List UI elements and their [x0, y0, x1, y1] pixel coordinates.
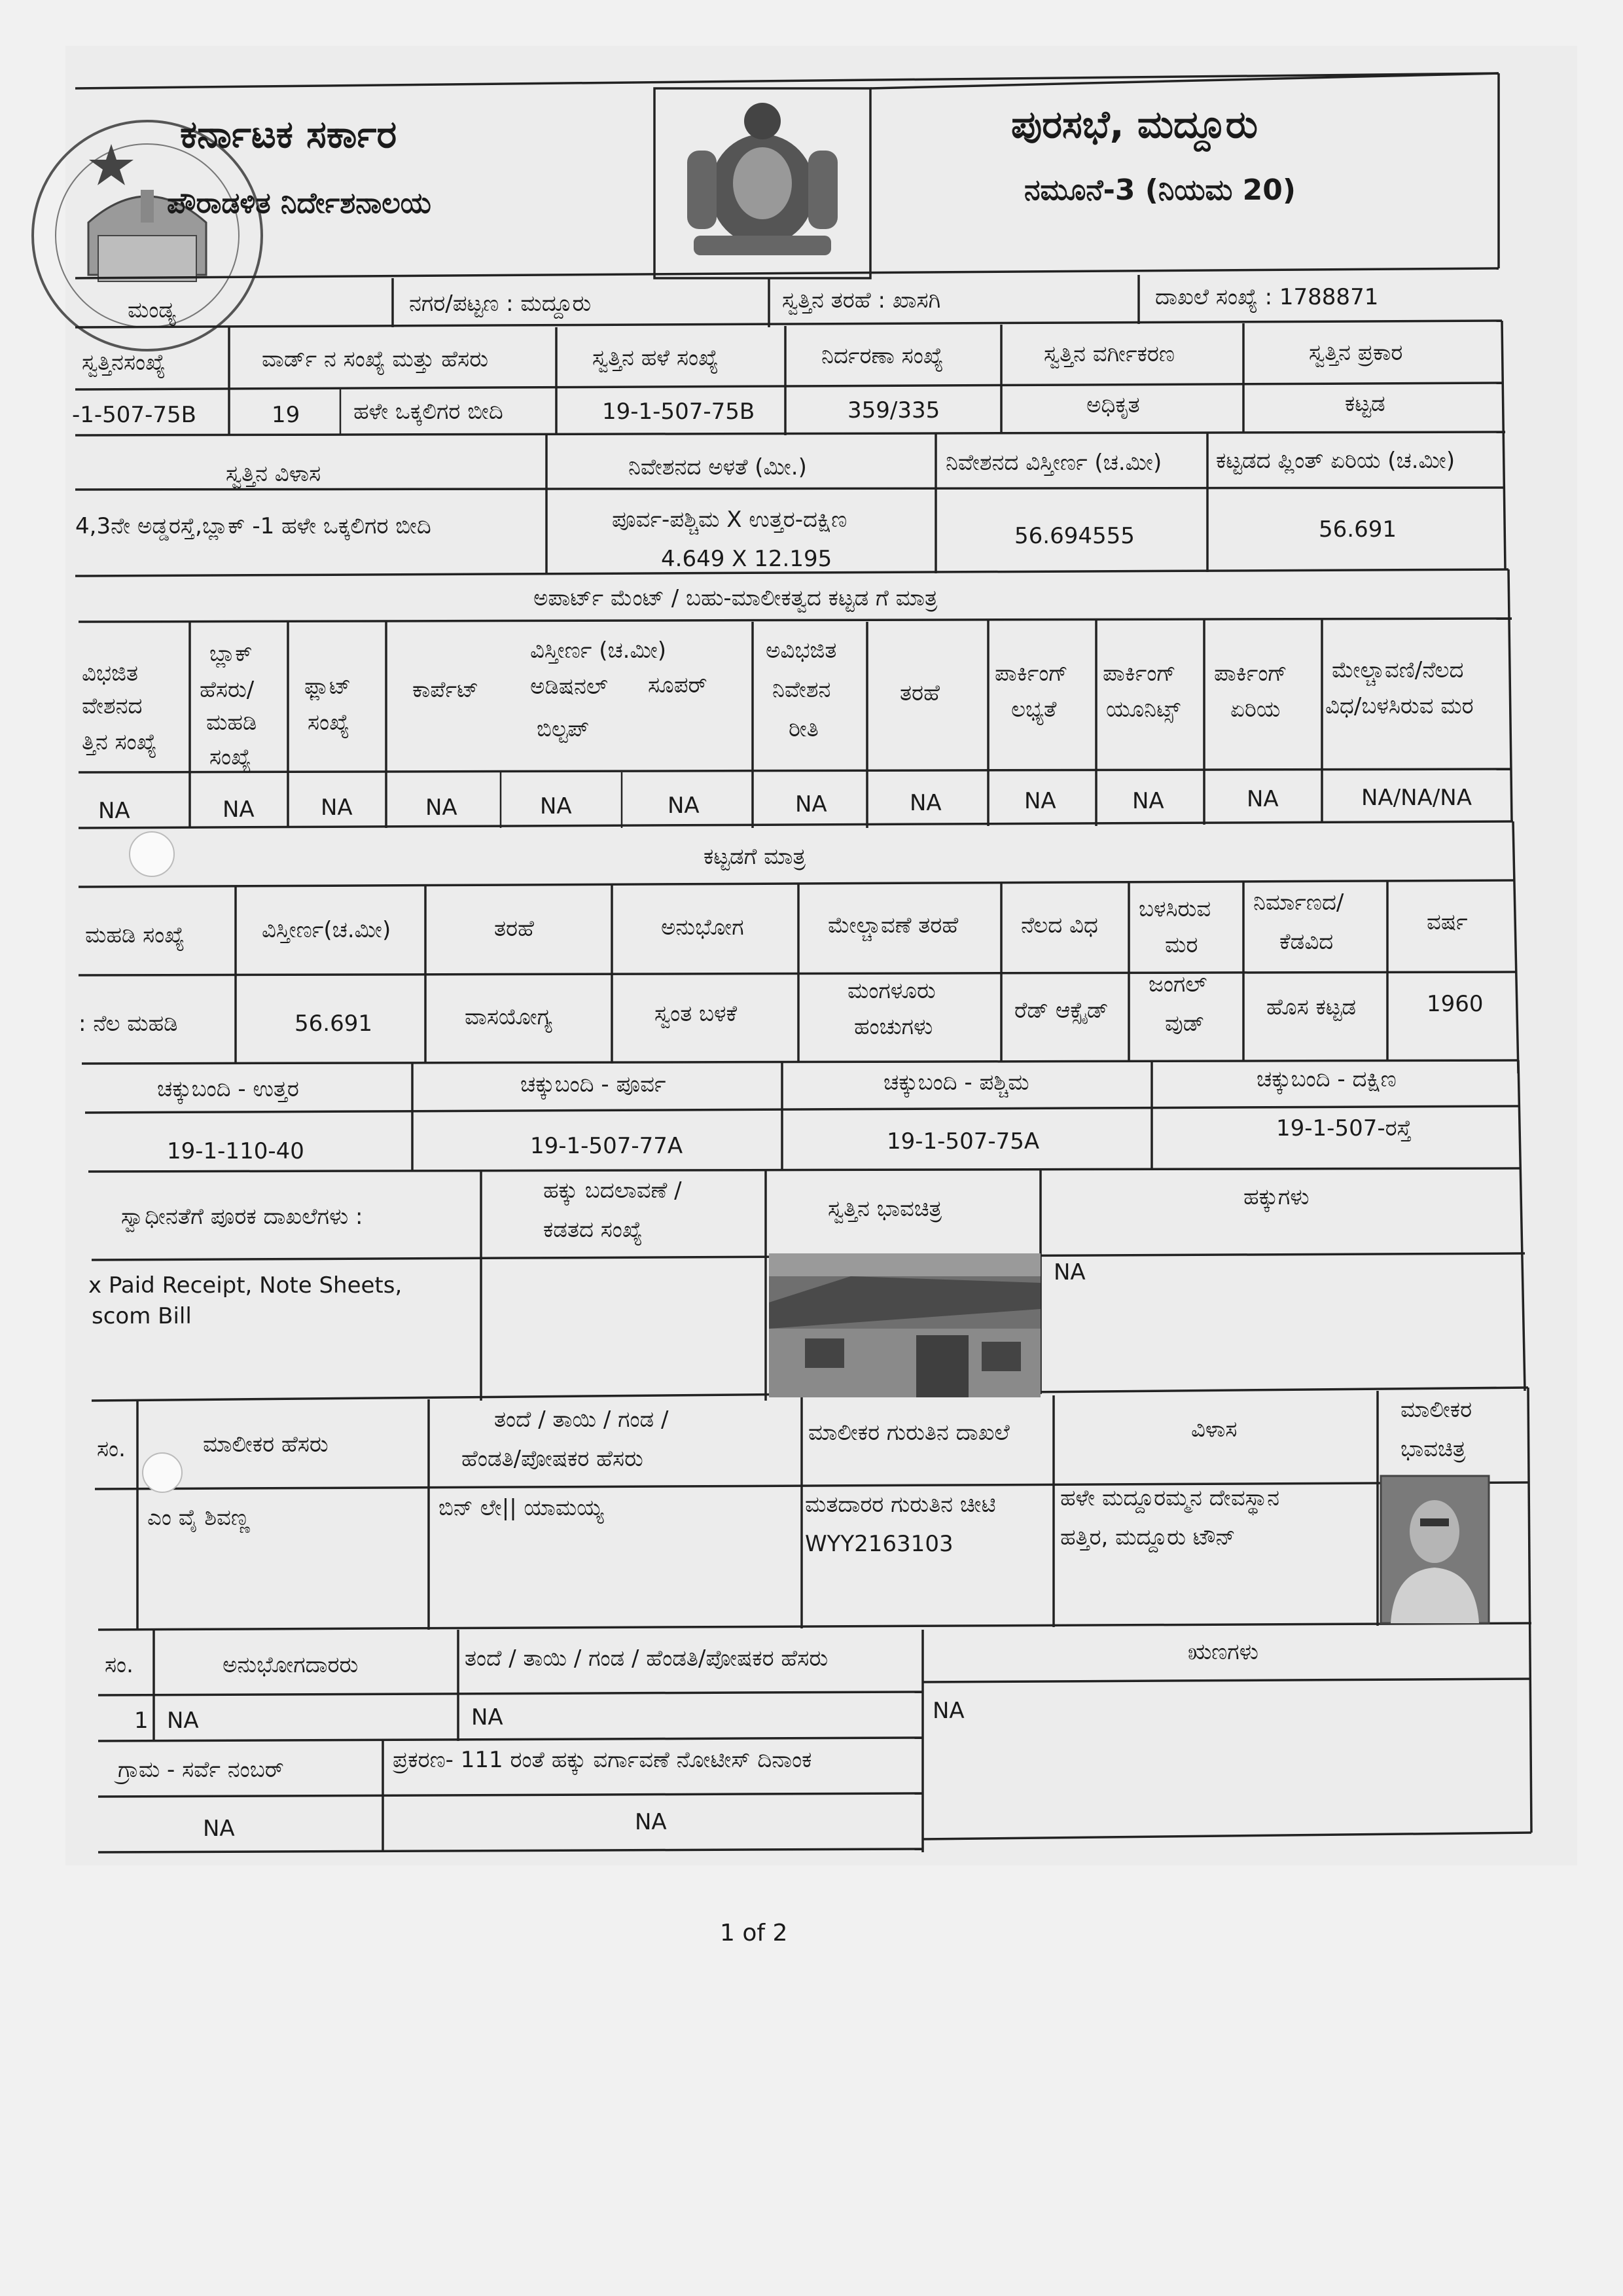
bld-v-type: ವಾಸಯೋಗ್ಯ: [465, 1004, 552, 1030]
occupant-h-no: ಸಂ.: [105, 1652, 134, 1678]
boundary-north: 19-1-110-40: [167, 1138, 304, 1164]
boundary-east-label: ಚಕ್ಕುಬಂದಿ - ಪೂರ್ವ: [520, 1071, 666, 1098]
owner-photo: [1381, 1476, 1489, 1623]
bld-h-year: ವರ್ಷ: [1427, 909, 1468, 935]
apt-h-block-4: ಸಂಖ್ಯೆ: [209, 744, 251, 770]
bld-v-area: 56.691: [294, 1011, 372, 1037]
transfer-header-1: ಹಕ್ಕು ಬದಲಾವಣೆ /: [543, 1177, 682, 1204]
header-address: ಸ್ವತ್ತಿನ ವಿಳಾಸ: [226, 461, 321, 487]
apt-h-share-1: ಅವಿಭಜಿತ: [766, 637, 837, 664]
apt-v-park-area: NA: [1247, 786, 1279, 812]
apt-v-roof: NA/NA/NA: [1361, 785, 1472, 811]
bld-h-type: ತರಹೆ: [494, 916, 534, 942]
record-number-field: ದಾಖಲೆ ಸಂಖ್ಯೆ : 1788871: [1155, 284, 1379, 310]
survey-h-village: ಗ್ರಾಮ - ಸರ್ವೆ ನಂಬರ್: [118, 1757, 284, 1783]
plinth-area-value: 56.691: [1319, 516, 1397, 543]
boundary-north-label: ಚಕ್ಕುಬಂದಿ - ಉತ್ತರ: [157, 1076, 299, 1102]
apt-h-roof-2: ವಿಧ/ಬಳಸಿರುವ ಮರ: [1325, 693, 1474, 719]
property-number: -1-507-75B: [72, 402, 196, 428]
apt-v-super: NA: [668, 793, 700, 819]
bld-h-area: ವಿಸ್ತೀರ್ಣ(ಚ.ಮೀ): [262, 917, 391, 943]
boundary-south-label: ಚಕ್ಕುಬಂದಿ - ದಕ್ಷಿಣ: [1257, 1066, 1397, 1092]
owner-h-id: ಮಾಲೀಕರ ಗುರುತಿನ ದಾಖಲೆ: [808, 1420, 1010, 1446]
occupant-h-relation: ತಂದೆ / ತಾಯಿ / ಗಂಡ / ಹೆಂಡತಿ/ಪೋಷಕರ ಹೆಸರು: [465, 1645, 829, 1672]
property-photo: [769, 1253, 1041, 1397]
bld-v-roof-1: ಮಂಗಳೂರು: [847, 978, 936, 1004]
owner-h-photo-1: ಮಾಲೀಕರ: [1400, 1397, 1472, 1423]
header-ward: ವಾರ್ಡ್ ನ ಸಂಖ್ಯೆ ಮತ್ತು ಹೆಸರು: [262, 346, 488, 372]
occupant-relation: NA: [471, 1704, 503, 1731]
apt-h-park-avail-1: ಪಾರ್ಕಿಂಗ್: [995, 660, 1068, 687]
bld-v-wood-1: ಜಂಗಲ್: [1149, 971, 1207, 997]
owner-id-type: ಮತದಾರರ ಗುರುತಿನ ಚೀಟಿ: [805, 1492, 996, 1518]
apt-v-flat: NA: [321, 795, 353, 821]
rights-value: NA: [1054, 1259, 1086, 1285]
site-dims-value: 4.649 X 12.195: [661, 546, 832, 572]
apt-h-park-avail-2: ಲಭ್ಯತೆ: [1011, 696, 1057, 723]
bld-v-use: ಸ್ವಂತ ಬಳಕೆ: [654, 1001, 738, 1027]
kind-value: ಕಟ್ಟಡ: [1345, 391, 1385, 417]
seal-text: ಮಂಡ್ಯ: [128, 297, 176, 323]
apt-v-type: NA: [910, 790, 942, 816]
owner-h-relation-1: ತಂದೆ / ತಾಯಿ / ಗಂಡ /: [494, 1407, 669, 1433]
page-number: 1 of 2: [720, 1920, 788, 1946]
department-name: ಪೌರಾಡಳಿತ ನಿರ್ದೇಶನಾಲಯ: [167, 187, 431, 220]
bld-v-floor: : ನೆಲ ಮಹಡಿ: [79, 1011, 178, 1037]
owner-id-number: WYY2163103: [805, 1531, 954, 1557]
punch-hole-icon: [143, 1453, 182, 1492]
property-photo-header: ಸ್ವತ್ತಿನ ಭಾವಚಿತ್ರ: [828, 1196, 942, 1222]
liabilities-header: ಋಣಗಳು: [1188, 1639, 1258, 1665]
header-old-number: ಸ್ವತ್ತಿನ ಹಳೆ ಸಂಖ್ಯೆ: [592, 345, 719, 371]
old-property-number: 19-1-507-75B: [602, 399, 755, 425]
govt-name: ಕರ್ನಾಟಕ ಸರ್ಕಾರ: [180, 112, 397, 156]
owner-h-no: ಸಂ.: [97, 1436, 126, 1462]
apt-h-undivided-2: ವೇಶನದ: [82, 693, 143, 719]
building-title: ಕಟ್ಟಡಗೆ ಮಾತ್ರ: [704, 844, 806, 870]
apt-h-block-1: ಬ್ಲಾಕ್: [209, 641, 253, 667]
office-name: ಪುರಸಭೆ, ಮದ್ದೂರು: [1011, 102, 1258, 147]
bld-v-flooring: ರೆಡ್ ಆಕ್ಸೈಡ್: [1014, 997, 1109, 1024]
apt-h-block-2: ಹೆಸರು/: [200, 677, 255, 703]
town-field: ನಗರ/ಪಟ್ಟಣ : ಮದ್ದೂರು: [409, 291, 592, 317]
header-site-dims: ನಿವೇಶನದ ಅಳತೆ (ಮೀ.): [628, 454, 807, 480]
owner-h-address: ವಿಳಾಸ: [1191, 1416, 1238, 1443]
apt-v-park-avail: NA: [1024, 788, 1056, 814]
bld-h-floor: ಮಹಡಿ ಸಂಖ್ಯೆ: [85, 922, 185, 948]
docs-line-1: x Paid Receipt, Note Sheets,: [88, 1272, 402, 1299]
apt-h-block-3: ಮಹಡಿ: [206, 709, 257, 736]
apt-h-super-1: ಸೂಪರ್: [648, 672, 707, 698]
apt-v-park-units: NA: [1132, 788, 1164, 814]
bld-h-use: ಅನುಭೋಗ: [661, 914, 744, 941]
bld-v-wood-2: ವುಡ್: [1165, 1011, 1205, 1037]
apt-h-undivided-3: ತ್ತಿನ ಸಂಖ್ಯೆ: [82, 729, 157, 755]
header-site-area: ನಿವೇಶನದ ವಿಸ್ತೀರ್ಣ (ಚ.ಮೀ): [946, 450, 1162, 476]
survey-notice: NA: [635, 1809, 667, 1835]
bld-v-roof-2: ಹಂಚುಗಳು: [854, 1014, 933, 1040]
header-kind: ಸ್ವತ್ತಿನ ಪ್ರಕಾರ: [1309, 340, 1403, 366]
apartment-title: ಅಪಾರ್ಟ್ ಮೆಂಟ್ / ಬಹು-ಮಾಲೀಕತ್ವದ ಕಟ್ಟಡ ಗೆ ಮಾತ್ರ: [533, 585, 938, 611]
apt-v-additional: NA: [540, 793, 572, 819]
transfer-header-2: ಕಡತದ ಸಂಖ್ಯೆ: [543, 1217, 643, 1243]
apt-h-undivided-1: ವಿಭಜಿತ: [82, 660, 139, 687]
apt-h-park-area-2: ಏರಿಯ: [1230, 696, 1281, 723]
classification-value: ಅಧಿಕೃತ: [1086, 392, 1140, 418]
apt-v-share: NA: [795, 791, 827, 817]
apt-v-block: NA: [223, 797, 255, 823]
header-assessment: ನಿರ್ದರಣಾ ಸಂಖ್ಯೆ: [821, 343, 944, 369]
owner-name: ಎಂ ವೈ ಶಿವಣ್ಣ: [147, 1505, 250, 1531]
docs-header: ಸ್ವಾಧೀನತೆಗೆ ಪೂರಕ ದಾಖಲೆಗಳು :: [121, 1204, 363, 1230]
apt-h-park-units-1: ಪಾರ್ಕಿಂಗ್: [1103, 660, 1176, 687]
header-plinth-area: ಕಟ್ಟಡದ ಪ್ಲಿಂತ್ ಏರಿಯ (ಚ.ಮೀ): [1216, 448, 1455, 474]
apt-h-carpet: ಕಾರ್ಪೆಟ್: [412, 677, 479, 703]
bld-h-construct-2: ಕೆಡವಿದ: [1279, 929, 1334, 955]
assessment-number: 359/335: [847, 397, 940, 423]
apt-h-share-2: ನಿವೇಶನ: [772, 677, 831, 703]
site-dims-label: ಪೂರ್ವ-ಪಶ್ಚಿಮ X ಉತ್ತರ-ದಕ್ಷಿಣ: [612, 507, 847, 533]
apt-h-flat-2: ಸಂಖ್ಯೆ: [308, 709, 349, 736]
owner-address-2: ಹತ್ತಿರ, ಮದ್ದೂರು ಟೌನ್: [1060, 1524, 1236, 1551]
owner-address-1: ಹಳೇ ಮದ್ದೂರಮ್ಮನ ದೇವಸ್ಥಾನ: [1060, 1485, 1280, 1511]
apt-h-park-area-1: ಪಾರ್ಕಿಂಗ್: [1214, 660, 1287, 687]
apt-h-type: ತರಹೆ: [900, 680, 940, 706]
occupant-h-name: ಅನುಭೋಗದಾರರು: [223, 1652, 359, 1678]
rights-header: ಹಕ್ಕುಗಳು: [1243, 1184, 1310, 1210]
bld-h-wood-1: ಬಳಸಿರುವ: [1139, 896, 1211, 922]
bld-v-construct: ಹೊಸ ಕಟ್ಟಡ: [1266, 994, 1357, 1020]
bld-h-roof: ಮೇಲ್ಚಾವಣೆ ತರಹೆ: [828, 912, 959, 939]
apt-h-additional: ಅಡಿಷನಲ್: [530, 673, 608, 700]
site-area-value: 56.694555: [1014, 523, 1135, 549]
boundary-west: 19-1-507-75A: [887, 1128, 1040, 1155]
owner-h-name: ಮಾಲೀಕರ ಹೆಸರು: [203, 1431, 329, 1458]
bld-h-wood-2: ಮರ: [1165, 932, 1198, 958]
ward-name: ಹಳೇ ಒಕ್ಕಲಿಗರ ಬೀದಿ: [353, 399, 503, 425]
owner-h-photo-2: ಭಾವಚಿತ್ರ: [1400, 1436, 1466, 1462]
boundary-south: 19-1-507-ರಸ್ತೆ: [1276, 1115, 1412, 1141]
owner-h-relation-2: ಹೆಂಡತಿ/ಪೋಷಕರ ಹೆಸರು: [461, 1446, 643, 1472]
occupant-no: 1: [134, 1708, 149, 1734]
liabilities-value: NA: [933, 1698, 965, 1724]
header-classification: ಸ್ವತ್ತಿನ ವರ್ಗೀಕರಣ: [1044, 341, 1175, 367]
survey-h-notice: ಪ್ರಕರಣ- 111 ರಂತೆ ಹಕ್ಕು ವರ್ಗಾವಣೆ ನೋಟೀಸ್ ದಿನಾಂಕ: [393, 1747, 812, 1773]
punch-hole-icon: [130, 832, 174, 876]
ward-number: 19: [272, 402, 300, 428]
apt-h-super-2: ಬಿಲ್ಟಪ್: [537, 716, 590, 742]
apt-v-undivided: NA: [98, 798, 130, 824]
property-type-field: ಸ್ವತ್ತಿನ ತರಹೆ : ಖಾಸಗಿ: [782, 287, 941, 314]
apt-v-carpet: NA: [425, 795, 457, 821]
bld-h-flooring: ನೆಲದ ವಿಧ: [1021, 912, 1098, 939]
occupant-name: NA: [167, 1708, 199, 1734]
form-number: ನಮೂನೆ-3 (ನಿಯಮ 20): [1024, 173, 1296, 207]
apt-h-area: ವಿಸ್ತೀರ್ಣ (ಚ.ಮೀ): [530, 637, 667, 664]
header-property-number: ಸ್ವತ್ತಿನಸಂಖ್ಯೆ: [82, 350, 166, 376]
apt-h-roof-1: ಮೇಲ್ಚಾವಣಿ/ನೆಲದ: [1332, 657, 1464, 683]
survey-village: NA: [203, 1816, 235, 1842]
bld-h-construct-1: ನಿರ್ಮಾಣದ/: [1253, 889, 1344, 916]
docs-line-2: scom Bill: [92, 1303, 192, 1329]
apt-h-park-units-2: ಯೂನಿಟ್ಸ್: [1106, 696, 1181, 723]
apt-h-share-3: ರೀತಿ: [789, 716, 819, 742]
boundary-west-label: ಚಕ್ಕುಬಂದಿ - ಪಶ್ಚಿಮ: [883, 1069, 1029, 1096]
boundary-east: 19-1-507-77A: [530, 1133, 683, 1159]
owner-relation: ಬಿನ್ ಲೇ|| ಯಾಮಯ್ಯ: [438, 1495, 604, 1521]
property-address: 4,3ನೇ ಅಡ್ಡರಸ್ತೆ,ಬ್ಲಾಕ್ -1 ಹಳೇ ಒಕ್ಕಲಿಗರ ಬೀದಿ: [75, 513, 431, 539]
bld-v-year: 1960: [1427, 991, 1484, 1017]
apt-h-flat-1: ಫ್ಲಾಟ್: [304, 673, 351, 700]
